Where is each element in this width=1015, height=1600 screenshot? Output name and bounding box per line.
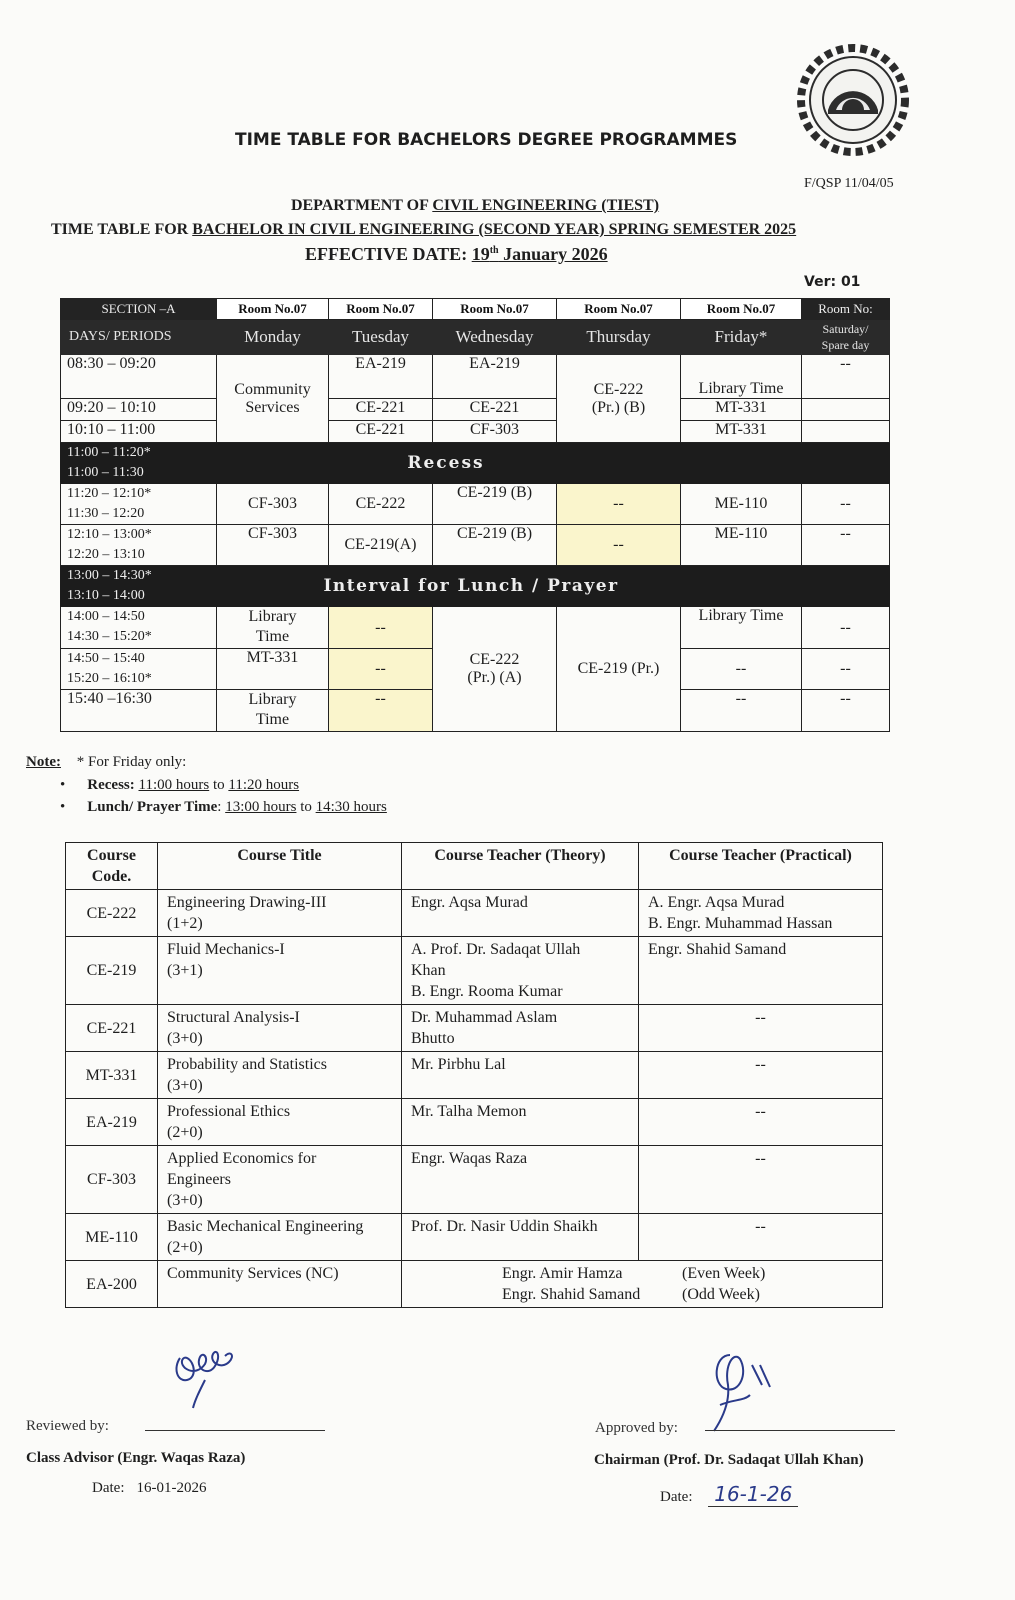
class-cell: MT-331 [217,649,329,690]
class-cell: Library Time [217,607,329,649]
note-recess: • Recess: 11:00 hours to 11:20 hours [60,777,300,793]
period-row [61,484,890,525]
class-cell: -- [802,355,890,399]
time-cell: 14:00 – 14:50 14:30 – 15:20* [61,607,217,649]
course-teacher-practical: -- [639,1099,883,1146]
class-cell: CE-219(A) [329,525,433,566]
class-cell: -- [329,649,433,690]
period-row [61,607,890,649]
time-cell: 11:00 – 11:20* 11:00 – 11:30 [61,443,217,484]
days-periods-label: DAYS/ PERIODS [61,320,217,355]
community-services-cell: Community Services [217,355,329,443]
class-cell: CF-303 [217,484,329,525]
class-cell: Library Time [217,690,329,732]
room-friday: Room No.07 [681,299,802,320]
course-row [66,1146,883,1214]
room-saturday: Room No: [802,299,890,320]
class-cell: CE-222 [329,484,433,525]
course-teacher-practical: A. Engr. Aqsa Murad B. Engr. Muhammad Hassan [639,890,883,937]
room-thursday: Room No.07 [557,299,681,320]
course-teacher-theory: Mr. Talha Memon [402,1099,639,1146]
effective-date: EFFECTIVE DATE: 19th January 2026 [305,244,608,264]
department-line: DEPARTMENT OF CIVIL ENGINEERING (TIEST) [290,197,660,214]
version: Ver: 01 [804,274,861,290]
class-cell: -- [681,690,802,732]
course-row [66,1099,883,1146]
main-title: TIME TABLE FOR BACHELORS DEGREE PROGRAMMES [235,130,738,150]
course-title: Structural Analysis-I (3+0) [158,1005,402,1052]
reviewer-signature-icon [165,1340,245,1410]
class-cell: -- [802,607,890,649]
lunch-label: Interval for Lunch / Prayer [217,566,890,607]
course-code: CE-222 [66,890,158,937]
class-cell: EA-219 [329,355,433,399]
class-cell: CE-219 (B) [433,525,557,566]
time-cell: 09:20 – 10:10 [61,399,217,421]
header-course-code: Course Code. [66,843,158,890]
class-cell: -- [681,649,802,690]
period-row [61,355,890,399]
class-cell: -- [557,484,681,525]
class-cell: -- [557,525,681,566]
day-saturday: Saturday/ Spare day [802,320,890,355]
period-row [61,399,890,421]
room-tuesday: Room No.07 [329,299,433,320]
period-row [61,421,890,443]
form-code: F/QSP 11/04/05 [804,176,894,191]
day-thursday: Thursday [557,320,681,355]
approved-date: Date: 16-1-26 [660,1482,798,1506]
class-cell: CE-222 (Pr.) (A) [433,607,557,732]
course-teacher-theory: Engr. Aqsa Murad [402,890,639,937]
course-teacher-theory: A. Prof. Dr. Sadaqat Ullah Khan B. Engr. Rooma Kumar [402,937,639,1005]
course-teacher-practical: Engr. Shahid Samand [639,937,883,1005]
class-cell: -- [329,690,433,732]
course-teacher-practical: -- [639,1052,883,1099]
days-row [61,320,890,355]
course-title: Professional Ethics (2+0) [158,1099,402,1146]
note-label: Note: [26,754,61,770]
time-cell: 13:00 – 14:30* 13:10 – 14:00 [61,566,217,607]
note-friday: * For Friday only: [76,754,187,770]
course-row [66,1261,883,1308]
course-teacher-theory: Engr. Waqas Raza [402,1146,639,1214]
header-teacher-theory: Course Teacher (Theory) [402,843,639,890]
course-row [66,1052,883,1099]
course-code: CE-219 [66,937,158,1005]
course-title: Probability and Statistics (3+0) [158,1052,402,1099]
section-label: SECTION –A [61,299,217,320]
course-title: Community Services (NC) [158,1261,402,1308]
course-teacher-practical: -- [639,1146,883,1214]
class-cell: CE-219 (Pr.) [557,607,681,732]
recess-label: Recess [217,443,890,484]
course-code: EA-219 [66,1099,158,1146]
course-teacher-practical: -- [639,1214,883,1261]
course-code: CF-303 [66,1146,158,1214]
course-title: Fluid Mechanics-I (3+1) [158,937,402,1005]
time-cell: 15:40 –16:30 [61,690,217,732]
course-code: EA-200 [66,1261,158,1308]
note-lunch: • Lunch/ Prayer Time: 13:00 hours to 14:30 hours [60,799,387,815]
time-cell: 12:10 – 13:00* 12:20 – 13:10 [61,525,217,566]
course-row [66,1005,883,1052]
header-teacher-practical: Course Teacher (Practical) [639,843,883,890]
course-title: Engineering Drawing-III (1+2) [158,890,402,937]
class-cell: CE-222 (Pr.) (B) [557,355,681,443]
class-cell: MT-331 [681,421,802,443]
class-cell: ME-110 [681,525,802,566]
day-wednesday: Wednesday [433,320,557,355]
header-course-title: Course Title [158,843,402,890]
class-cell: -- [802,484,890,525]
class-cell: Library Time [681,355,802,399]
course-teacher-combined: Engr. Amir Hamza (Even Week) Engr. Shahid Samand (Odd Week) [402,1261,883,1308]
course-teacher-theory: Dr. Muhammad Aslam Bhutto [402,1005,639,1052]
class-cell: EA-219 [433,355,557,399]
class-cell: CE-221 [329,399,433,421]
program-line: TIME TABLE FOR BACHELOR IN CIVIL ENGINEERING (SECOND YEAR) SPRING SEMESTER 2025 [51,221,797,238]
reviewer-name: Class Advisor (Engr. Waqas Raza) [26,1450,246,1466]
empty-cell [802,421,890,443]
approver-name: Chairman (Prof. Dr. Sadaqat Ullah Khan) [594,1452,864,1468]
class-cell: -- [329,607,433,649]
time-cell: 11:20 – 12:10* 11:30 – 12:20 [61,484,217,525]
room-row [61,299,890,320]
class-cell: -- [802,690,890,732]
course-table [65,842,883,1308]
class-cell: -- [802,649,890,690]
day-tuesday: Tuesday [329,320,433,355]
reviewer-sign-line [145,1430,325,1431]
course-teacher-practical: -- [639,1005,883,1052]
room-wednesday: Room No.07 [433,299,557,320]
lunch-row [61,566,890,607]
course-title: Basic Mechanical Engineering (2+0) [158,1214,402,1261]
course-header-row [66,843,883,890]
time-cell: 10:10 – 11:00 [61,421,217,443]
class-cell: -- [802,525,890,566]
approved-label: Approved by: [595,1420,678,1436]
course-code: ME-110 [66,1214,158,1261]
approver-sign-line [705,1430,895,1431]
day-monday: Monday [217,320,329,355]
recess-row [61,443,890,484]
class-cell: Library Time [681,607,802,649]
course-teacher-theory: Mr. Pirbhu Lal [402,1052,639,1099]
university-seal-icon [792,44,914,156]
time-cell: 08:30 – 09:20 [61,355,217,399]
notes [26,754,186,771]
course-title: Applied Economics for Engineers (3+0) [158,1146,402,1214]
class-cell: CE-221 [433,399,557,421]
period-row [61,525,890,566]
course-row [66,937,883,1005]
university-logo [792,44,914,156]
reviewed-date: Date: 16-01-2026 [92,1480,207,1496]
reviewed-label: Reviewed by: [26,1418,109,1434]
time-cell: 14:50 – 15:40 15:20 – 16:10* [61,649,217,690]
timetable [60,298,890,732]
class-cell: CF-303 [217,525,329,566]
class-cell: CE-221 [329,421,433,443]
course-code: MT-331 [66,1052,158,1099]
course-code: CE-221 [66,1005,158,1052]
day-friday: Friday* [681,320,802,355]
course-row [66,890,883,937]
class-cell: ME-110 [681,484,802,525]
class-cell: CE-219 (B) [433,484,557,525]
room-monday: Room No.07 [217,299,329,320]
course-teacher-theory: Prof. Dr. Nasir Uddin Shaikh [402,1214,639,1261]
course-row [66,1214,883,1261]
empty-cell [802,399,890,421]
class-cell: CF-303 [433,421,557,443]
approver-signature-icon [700,1345,780,1435]
class-cell: MT-331 [681,399,802,421]
